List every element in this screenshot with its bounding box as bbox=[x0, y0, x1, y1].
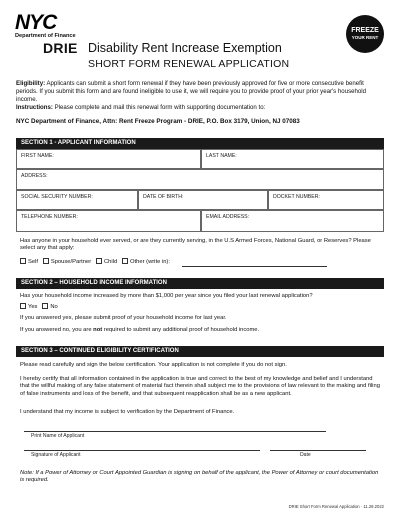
form-subtitle: SHORT FORM RENEWAL APPLICATION bbox=[88, 58, 290, 70]
freeze-your-rent-badge bbox=[346, 15, 384, 53]
nyc-logo-text: NYC bbox=[15, 11, 57, 34]
email-field[interactable]: EMAIL ADDRESS: bbox=[201, 210, 384, 232]
date-label: Date bbox=[300, 452, 311, 458]
footer-form-id: DRIE Short Form Renewal Application · 11.29.2022 bbox=[288, 504, 384, 509]
certification-text: I hereby certify that all information contained in the application is true and correct to the best of my knowledge and belief and I understand that the willful making of any false statement of material fact therein shall subject me to the provisions of law relevant to the making and filing of false instruments and loss of the benefit, and that subsequent reapplication shall be as a new applicant. bbox=[20, 376, 380, 397]
ssn-field[interactable]: SOCIAL SECURITY NUMBER: bbox=[16, 190, 138, 210]
if-yes-text: If you answered yes, please submit proof of your household income for last year. bbox=[20, 315, 227, 321]
last-name-field[interactable]: LAST NAME: bbox=[201, 149, 384, 169]
power-of-attorney-note: Note: If a Power of Attorney or Court Appointed Guardian is signing on behalf of the applicant, the Power of Attorney or court documentation is required. bbox=[20, 470, 379, 484]
print-name-line[interactable] bbox=[24, 431, 326, 432]
nyc-finance-logo bbox=[15, 13, 76, 40]
other-label: Other (write in): bbox=[130, 259, 170, 265]
if-no-suffix: required to submit any additional proof of household income. bbox=[102, 327, 260, 333]
armed-forces-question: Has anyone in your household ever served, or are they currently serving, in the U.S Armed Forces, National Guard, or Reserves? Please select any that apply: bbox=[20, 238, 371, 252]
address-field[interactable]: ADDRESS: bbox=[16, 169, 384, 190]
eligibility-paragraph bbox=[16, 80, 384, 104]
eligibility-label: Eligibility: bbox=[16, 80, 46, 87]
telephone-field[interactable]: TELEPHONE NUMBER: bbox=[16, 210, 201, 232]
spouse-label: Spouse/Partner bbox=[50, 259, 92, 265]
if-no-prefix: If you answered no, you are bbox=[20, 327, 94, 333]
date-of-birth-field[interactable]: DATE OF BIRTH: bbox=[138, 190, 268, 210]
spouse-checkbox[interactable] bbox=[43, 258, 49, 264]
first-name-field[interactable]: FIRST NAME: bbox=[16, 149, 201, 169]
instructions-label: Instructions: bbox=[16, 104, 53, 111]
eligibility-text: Applicants can submit a short form renewal if they have been previously approved for five or more consecutive benefit periods. If you submit this form and are found ineligible to use it, we will require you to provide proof of your prior year's household income. bbox=[16, 80, 367, 103]
read-and-sign-instruction: Please read carefully and sign the below certification. Your application is not complete if you do not sign. bbox=[20, 362, 287, 368]
signature-line[interactable] bbox=[24, 450, 260, 451]
instructions-paragraph bbox=[16, 104, 384, 112]
child-checkbox[interactable] bbox=[96, 258, 102, 264]
mailing-address: NYC Department of Finance, Attn: Rent Freeze Program - DRIE, P.O. Box 3179, Union, NJ 07083 bbox=[16, 118, 300, 125]
no-checkbox[interactable] bbox=[42, 303, 48, 309]
program-acronym: DRIE bbox=[43, 40, 78, 56]
yes-no-options bbox=[20, 303, 58, 311]
verification-text: I understand that my income is subject to verification by the Department of Finance. bbox=[20, 409, 235, 415]
section-3-header: SECTION 3 – CONTINUED ELIGIBILITY CERTIFICATION bbox=[16, 346, 384, 357]
if-no-emphasis: not bbox=[93, 327, 103, 333]
self-checkbox[interactable] bbox=[20, 258, 26, 264]
yes-label: Yes bbox=[28, 304, 38, 310]
badge-line-1: FREEZE bbox=[351, 27, 379, 34]
instructions-text: Please complete and mail this renewal form with supporting documentation to: bbox=[52, 104, 266, 111]
income-question: Has your household income increased by more than $1,000 per year since you filed your last renewal application? bbox=[20, 293, 313, 299]
if-no-text bbox=[20, 327, 380, 334]
docket-number-field[interactable]: DOCKET NUMBER: bbox=[268, 190, 384, 210]
print-name-label: Print Name of Applicant bbox=[31, 433, 85, 439]
signature-label: Signature of Applicant bbox=[31, 452, 81, 458]
section-1-header: SECTION 1 - APPLICANT INFORMATION bbox=[16, 138, 384, 149]
badge-line-2: YOUR RENT bbox=[351, 35, 379, 40]
child-label: Child bbox=[103, 259, 118, 265]
yes-checkbox[interactable] bbox=[20, 303, 26, 309]
section-2-header: SECTION 2 – HOUSEHOLD INCOME INFORMATION bbox=[16, 278, 384, 289]
form-title: Disability Rent Increase Exemption bbox=[88, 41, 282, 55]
department-name: Department of Finance bbox=[15, 33, 76, 39]
other-checkbox[interactable] bbox=[122, 258, 128, 264]
no-label: No bbox=[50, 304, 58, 310]
date-line[interactable] bbox=[270, 450, 366, 451]
self-label: Self bbox=[28, 259, 38, 265]
other-write-in-line[interactable] bbox=[182, 266, 327, 267]
